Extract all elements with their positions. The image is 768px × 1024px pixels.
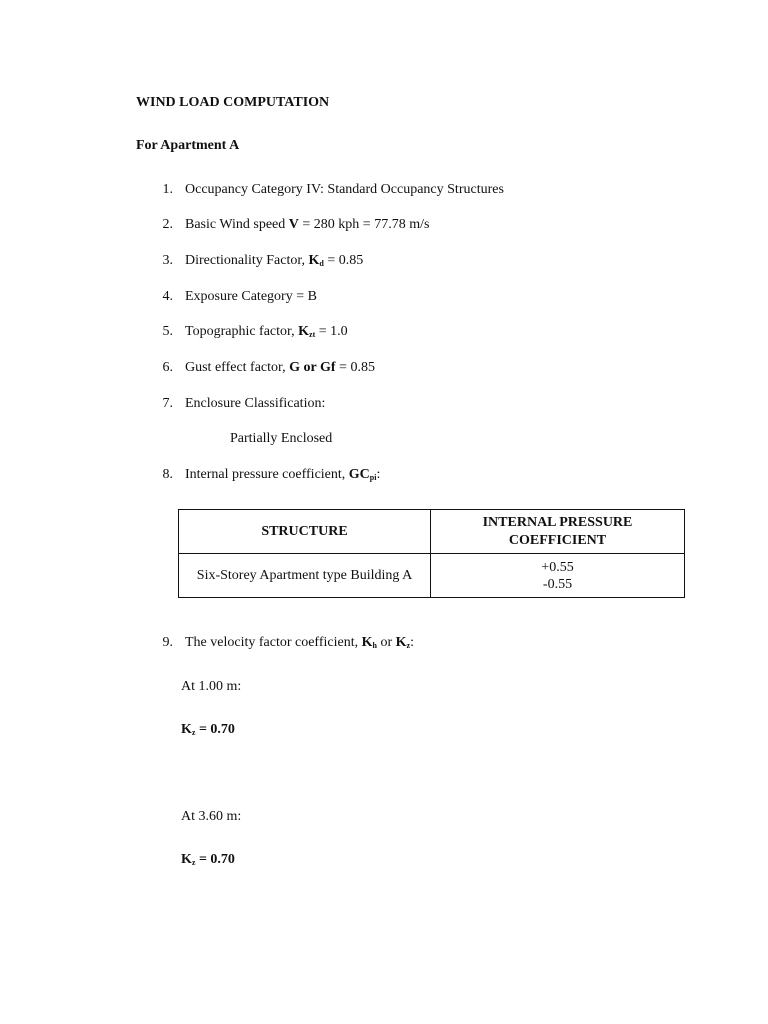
list-item: Occupancy Category IV: Standard Occupancy Structures [185, 182, 504, 197]
enclosure-value: Partially Enclosed [230, 431, 333, 446]
list-number: 6. [162, 360, 173, 375]
document-title: WIND LOAD COMPUTATION [136, 95, 330, 110]
list-number: 9. [162, 635, 173, 650]
list-number: 4. [162, 289, 173, 304]
list-item: Directionality Factor, $K_d = 0.85$ [185, 253, 364, 268]
list-item: Topographic factor, $K_{zt} = 1.0$ [185, 324, 348, 339]
cell-coefficient: +0.55 -0.55 [431, 554, 685, 598]
list-number: 2. [162, 217, 173, 232]
list-item: Gust effect factor, G or Gf = 0.85 [185, 360, 375, 375]
column-header-structure: STRUCTURE [179, 510, 431, 554]
list-item: Internal pressure coefficient, $GC_{pi}$: [185, 467, 381, 482]
list-number: 3. [162, 253, 173, 268]
height-label: At 3.60 m: [181, 809, 242, 824]
list-item: Exposure Category = B [185, 289, 317, 304]
list-number: 7. [162, 396, 173, 411]
list-item: Enclosure Classification: [185, 396, 326, 411]
list-item: Basic Wind speed V = 280 kph = 77.78 m/s [185, 217, 430, 232]
list-number: 1. [162, 182, 173, 197]
table-row [179, 554, 685, 598]
kz-value: $K_z = 0.70$ [181, 852, 235, 867]
height-label: At 1.00 m: [181, 679, 242, 694]
list-number: 5. [162, 324, 173, 339]
pressure-coefficient-table [178, 509, 685, 598]
cell-structure: Six-Storey Apartment type Building A [179, 554, 431, 598]
section-heading: For Apartment A [136, 138, 240, 153]
kz-value: $K_z = 0.70$ [181, 722, 235, 737]
column-header-coefficient: INTERNAL PRESSURE COEFFICIENT [431, 510, 685, 554]
list-number: 8. [162, 467, 173, 482]
table-header-row [179, 510, 685, 554]
list-item: The velocity factor coefficient, $K_h$ or $K_z$: [185, 635, 414, 650]
